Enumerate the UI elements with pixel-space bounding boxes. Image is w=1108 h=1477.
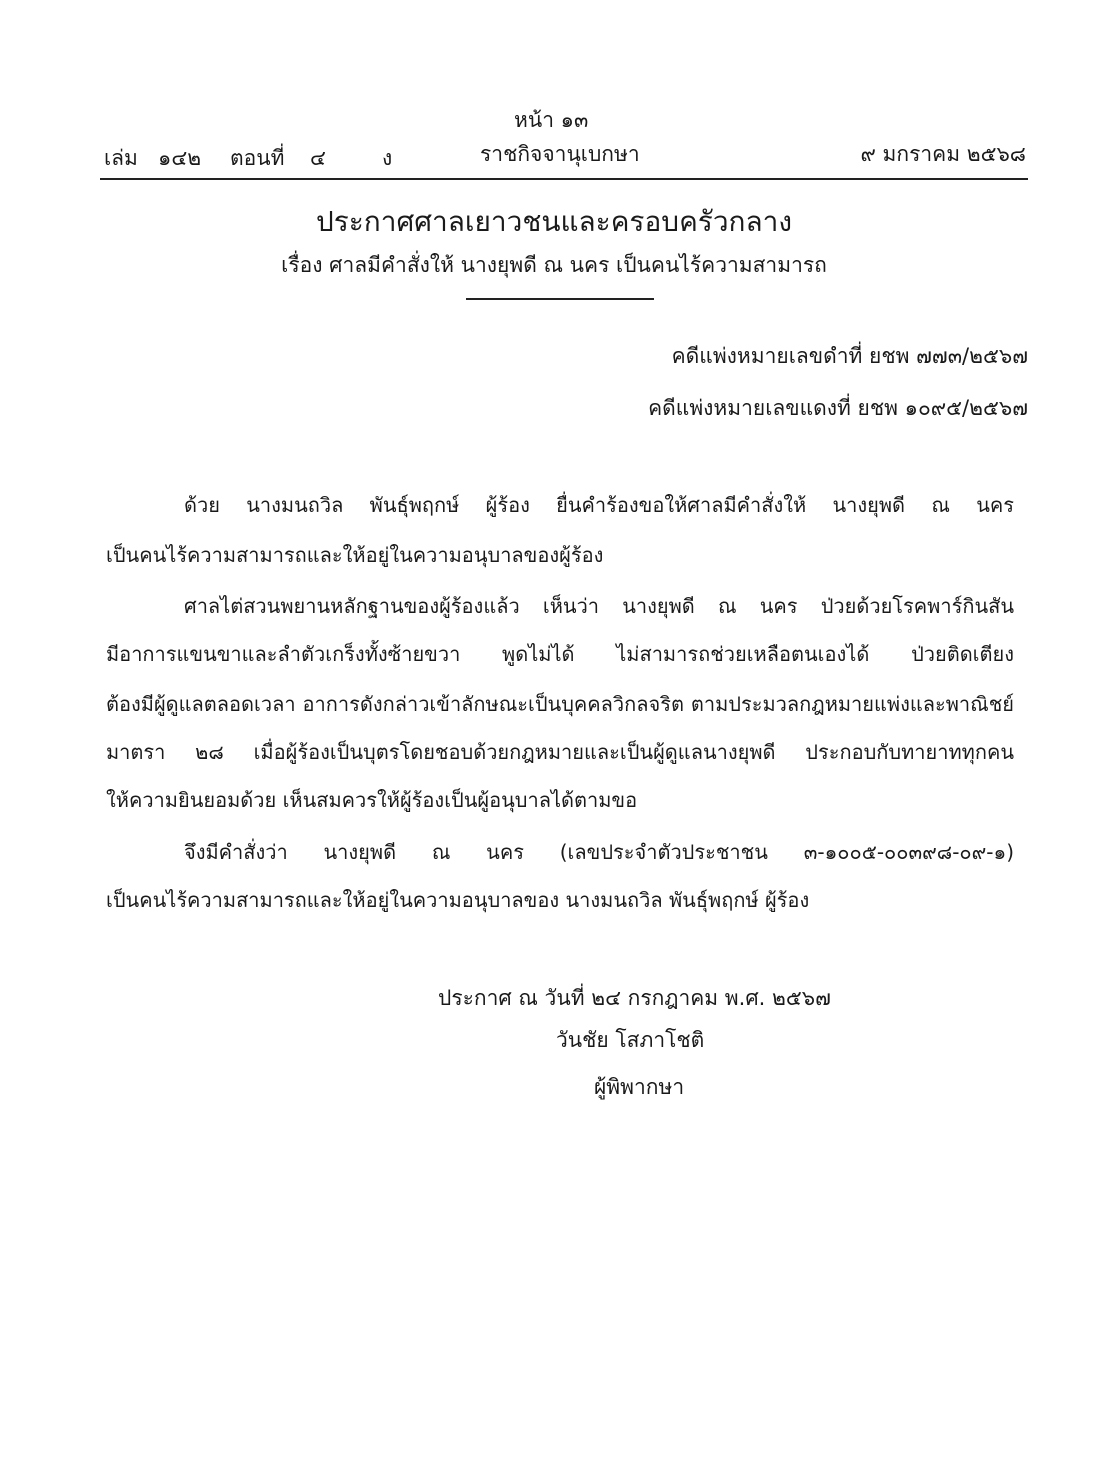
issue-number: ๔ — [310, 146, 326, 170]
paragraph-1-line-1: ด้วย นางมนถวิล พันธุ์พฤกษ์ ผู้ร้อง ยื่นคำร้องขอให้ศาลมีคำสั่งให้ นางยุพดี ณ นคร — [184, 493, 1014, 517]
document-title: ประกาศศาลเยาวชนและครอบครัวกลาง — [315, 205, 793, 238]
paragraph-2-line-3: ต้องมีผู้ดูแลตลอดเวลา อาการดังกล่าวเข้าลักษณะเป็นบุคคลวิกลจริต ตามประมวลกฎหมายแพ่งและพาณิชย์ — [106, 692, 1014, 716]
document-subject: เรื่อง ศาลมีคำสั่งให้ นางยุพดี ณ นคร เป็นคนไร้ความสามารถ — [281, 253, 827, 277]
red-case-number: คดีแพ่งหมายเลขแดงที่ ยชพ ๑๐๙๕/๒๕๖๗ — [648, 396, 1028, 420]
volume-number: ๑๔๒ — [158, 146, 202, 170]
header-rule — [100, 178, 1028, 180]
announcement-date: ประกาศ ณ วันที่ ๒๔ กรกฎาคม พ.ศ. ๒๕๖๗ — [438, 986, 831, 1010]
black-case-number: คดีแพ่งหมายเลขดำที่ ยชพ ๗๗๓/๒๕๖๗ — [671, 344, 1028, 368]
paragraph-1-line-2: เป็นคนไร้ความสามารถและให้อยู่ในความอนุบาลของผู้ร้อง — [106, 543, 604, 567]
judge-position: ผู้พิพากษา — [594, 1075, 685, 1099]
gazette-name: ราชกิจจานุเบกษา — [480, 142, 640, 166]
issue-date: ๙ มกราคม ๒๕๖๘ — [860, 142, 1026, 166]
judge-name: วันชัย โสภาโชติ — [556, 1028, 705, 1052]
title-rule — [466, 298, 654, 300]
paragraph-2-line-4: มาตรา ๒๘ เมื่อผู้ร้องเป็นบุตรโดยชอบด้วยกฎหมายและเป็นผู้ดูแลนางยุพดี ประกอบกับทายาททุกคน — [106, 740, 1014, 764]
section-letter: ง — [382, 146, 393, 170]
paragraph-3-line-1: จึงมีคำสั่งว่า นางยุพดี ณ นคร (เลขประจำตัวประชาชน ๓-๑๐๐๕-๐๐๓๙๘-๐๙-๑) — [184, 840, 1014, 864]
paragraph-3-line-2: เป็นคนไร้ความสามารถและให้อยู่ในความอนุบาลของ นางมนถวิล พันธุ์พฤกษ์ ผู้ร้อง — [106, 888, 810, 912]
page-number: หน้า ๑๓ — [514, 108, 589, 132]
paragraph-2-line-5: ให้ความยินยอมด้วย เห็นสมควรให้ผู้ร้องเป็นผู้อนุบาลได้ตามขอ — [106, 788, 638, 812]
paragraph-2-line-1: ศาลไต่สวนพยานหลักฐานของผู้ร้องแล้ว เห็นว่า นางยุพดี ณ นคร ป่วยด้วยโรคพาร์กินสัน — [184, 594, 1014, 618]
issue-label: ตอนที่ — [230, 146, 285, 170]
paragraph-2-line-2: มีอาการแขนขาและลำตัวเกร็งทั้งซ้ายขวา พูดไม่ได้ ไม่สามารถช่วยเหลือตนเองได้ ป่วยติดเตียง — [106, 642, 1014, 666]
volume-label: เล่ม — [104, 146, 138, 170]
